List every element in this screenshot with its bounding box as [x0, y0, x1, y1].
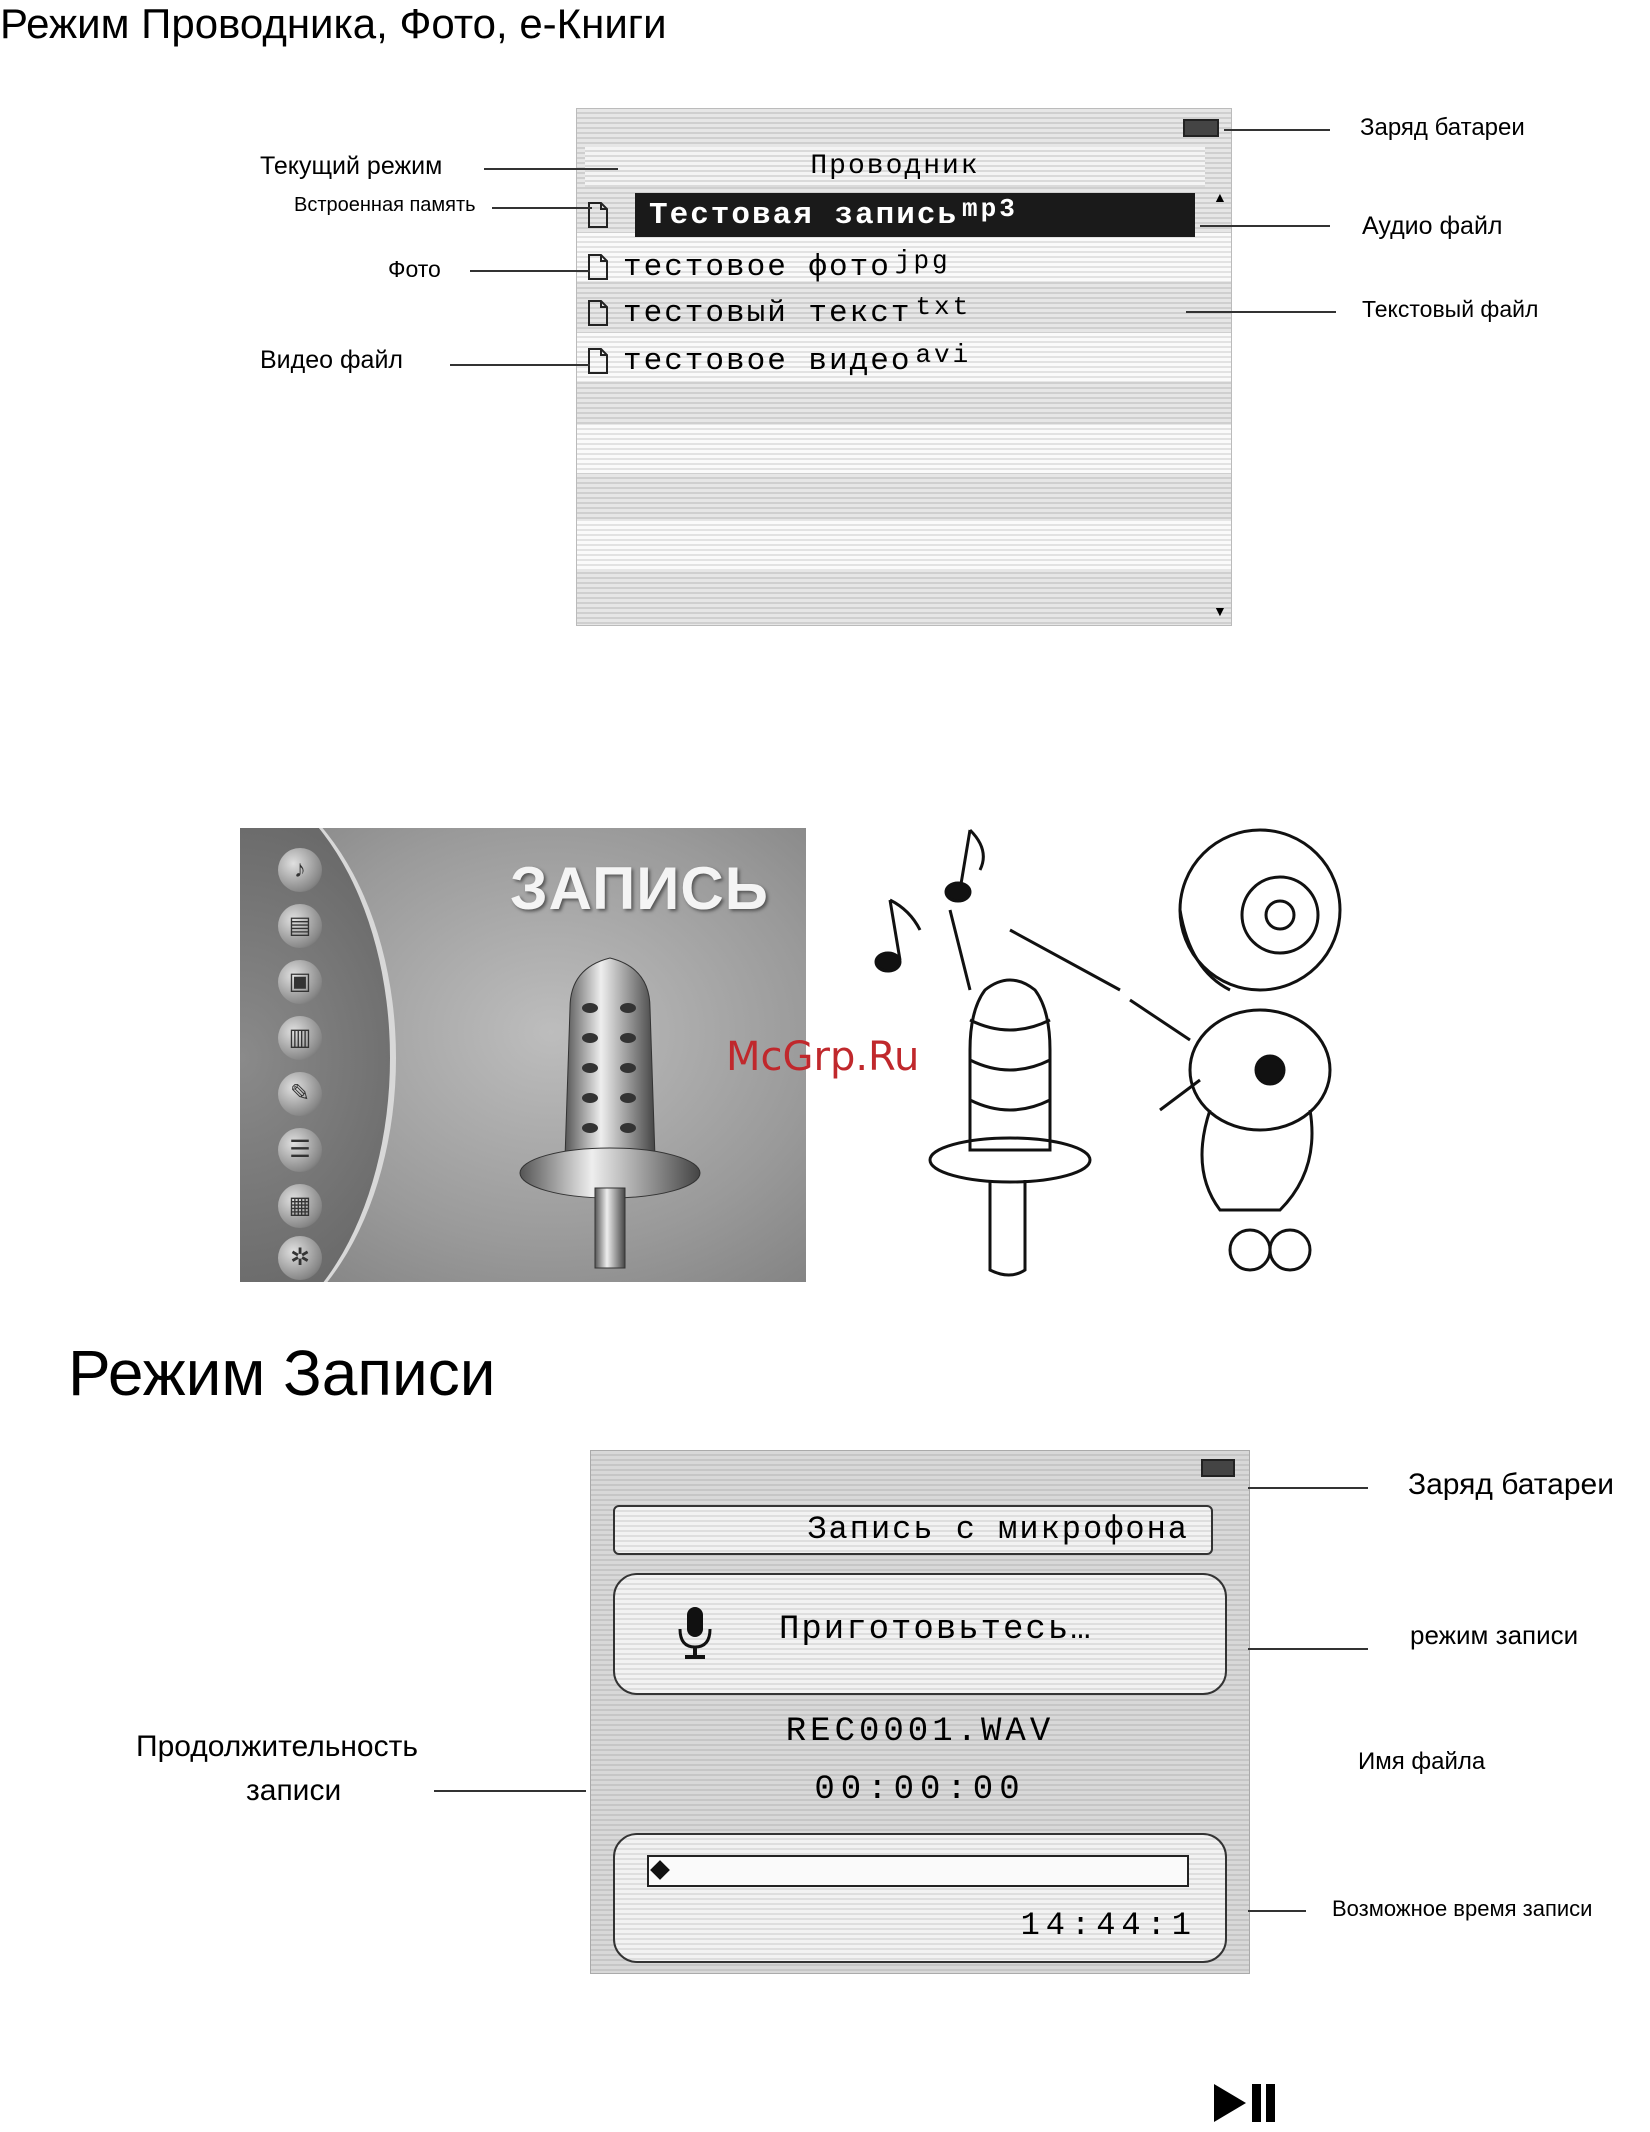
microphone-illustration-icon [510, 948, 710, 1278]
file-ext: jpg [894, 246, 951, 276]
battery-icon [1201, 1459, 1235, 1477]
callout-remaining: Возможное время записи [1332, 1896, 1593, 1921]
callout-battery: Заряд батареи [1360, 114, 1525, 141]
record-elapsed-time: 00:00:00 [814, 1771, 1026, 1809]
record-header-text: Запись с микрофона [807, 1511, 1189, 1548]
record-menu-screen [240, 828, 806, 1282]
callout-photo: Фото [388, 256, 441, 282]
play-pause-icon [1212, 2082, 1278, 2124]
explorer-screen [576, 108, 1232, 626]
ebook-icon[interactable]: ▥ [278, 1016, 322, 1060]
video-icon[interactable]: ▤ [278, 904, 322, 948]
record-progress-track [647, 1855, 1189, 1887]
watermark: McGrp.Ru [726, 1034, 920, 1080]
record-header [613, 1505, 1213, 1555]
file-ext: mp3 [962, 194, 1018, 224]
music-icon[interactable]: ♪ [278, 848, 322, 892]
file-name: Тестовая запись [649, 197, 959, 233]
file-ext: avi [915, 340, 972, 370]
file-icon [587, 299, 609, 327]
scroll-down-icon[interactable]: ▼ [1213, 603, 1227, 619]
record-filename: REC0001.WAV [785, 1713, 1055, 1751]
callout-audio-file: Аудио файл [1362, 212, 1503, 240]
record-progress-box [613, 1833, 1227, 1963]
callout-current-mode: Текущий режим [260, 152, 443, 180]
file-ext: txt [915, 292, 972, 322]
robot-conductor-illustration-icon [860, 810, 1360, 1290]
settings-icon[interactable]: ✲ [278, 1236, 322, 1280]
record-remaining-time: 14:44:1 [1020, 1907, 1197, 1944]
radio-icon[interactable]: ▦ [278, 1184, 322, 1228]
battery-icon [1183, 119, 1219, 137]
record-status-box [613, 1573, 1227, 1695]
callout-internal-memory: Встроенная память [294, 194, 476, 216]
scroll-up-icon[interactable]: ▲ [1213, 189, 1227, 205]
file-row-video[interactable] [587, 339, 1187, 383]
callout-video-file: Видео файл [260, 346, 404, 374]
callout-text-file: Текстовый файл [1362, 296, 1539, 322]
explorer-header: Проводник [585, 147, 1205, 187]
microphone-icon [675, 1605, 715, 1661]
file-icon [587, 347, 609, 375]
record-screen [590, 1450, 1250, 1974]
record-menu-title: ЗАПИСЬ [510, 855, 769, 922]
photo-icon[interactable]: ▣ [278, 960, 322, 1004]
explorer-section-title: Режим Проводника, Фото, е-Книги [0, 0, 667, 47]
file-row-photo[interactable] [587, 245, 1187, 289]
file-name: тестовый текст [623, 295, 912, 331]
record-status-text: Приготовьтесь… [779, 1611, 1093, 1649]
explorer-icon[interactable]: ☰ [278, 1128, 322, 1172]
file-name: тестовое видео [623, 343, 912, 379]
file-row-audio[interactable] [635, 193, 1195, 237]
callout-filename: Имя файла [1358, 1748, 1486, 1775]
callout-duration-line1: Продолжительность [136, 1730, 418, 1763]
file-icon [587, 201, 609, 234]
callout-duration-line2: записи [246, 1774, 342, 1807]
file-row-text[interactable] [587, 291, 1187, 335]
record-section-title: Режим Записи [68, 1337, 496, 1409]
callout-record-battery: Заряд батареи [1408, 1468, 1614, 1501]
file-name: тестовое фото [623, 249, 891, 285]
file-icon [587, 253, 609, 281]
microphone-icon[interactable]: ✎ [278, 1072, 322, 1116]
callout-record-mode: режим записи [1410, 1620, 1579, 1650]
progress-knob-icon[interactable] [650, 1860, 670, 1880]
